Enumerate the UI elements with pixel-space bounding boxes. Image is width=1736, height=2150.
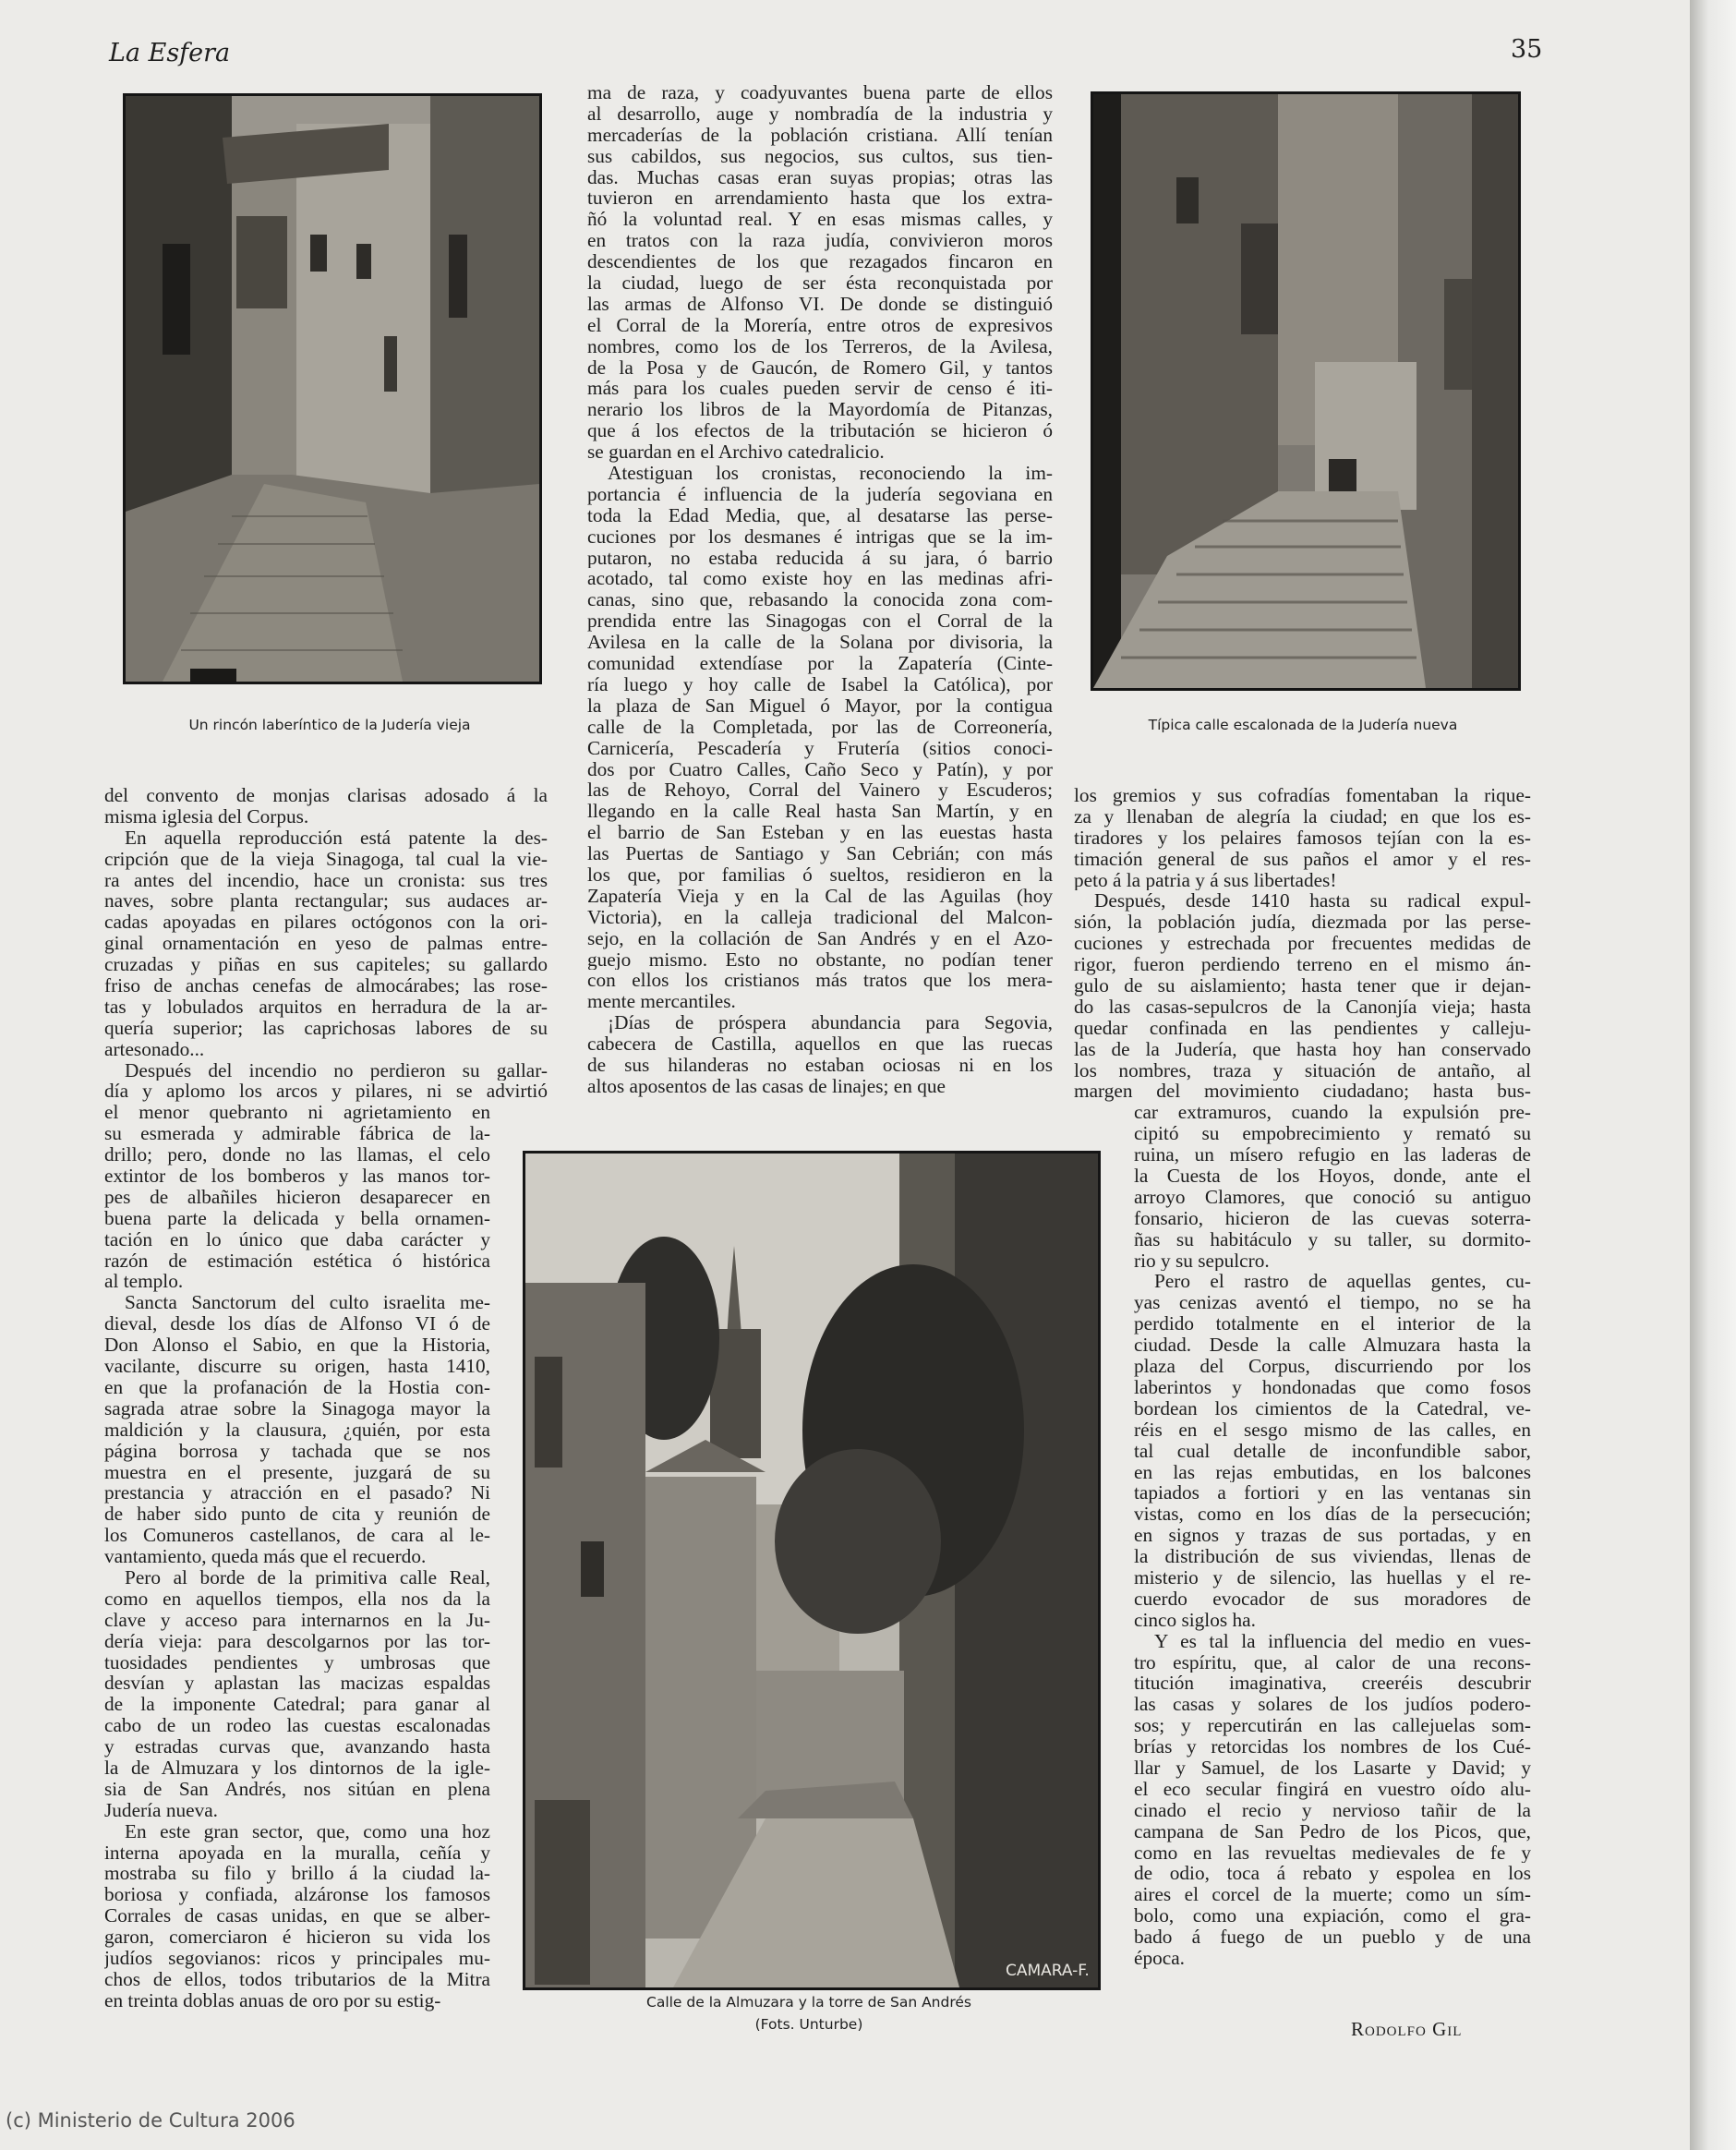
- text-line: tuvieron en arrendamiento hasta que los extra-: [587, 187, 1053, 210]
- text-line: portancia é influencia de la judería segoviana en: [587, 483, 1053, 505]
- text-line: dos por Cuatro Calles, Caño Seco y Patín), y por: [587, 758, 1053, 780]
- text-line: vantamiento, queda más que el recuerdo.: [104, 1546, 427, 1567]
- text-line: llegando en la calle Real hasta San Martín, y en: [587, 801, 1053, 823]
- text-line: la Cuesta de los Hoyos, donde, ante el: [1134, 1166, 1531, 1187]
- text-line: misterio y de silencio, las huellas y el re-: [1134, 1566, 1531, 1588]
- text-line: cadas apoyadas en pilares octógonos con la ori-: [104, 912, 548, 934]
- text-line: razón de estimación estética ó histórica: [104, 1250, 490, 1272]
- text-line: sejo, en la collación de San Andrés y en el Azo-: [587, 927, 1053, 949]
- caption-juderia-nueva: Típica calle escalonada de la Judería nueva: [1148, 717, 1458, 733]
- text-line: za y llenaban de alegría la ciudad; en que los es-: [1074, 805, 1531, 827]
- magazine-title: La Esfera: [109, 39, 231, 67]
- text-line: titución imaginativa, creeréis descubrir: [1134, 1673, 1531, 1695]
- text-line: en tratos con la raza judía, convivieron moros: [587, 230, 1053, 252]
- text-line: aires el corcel de la muerte; como un sím-: [1134, 1884, 1531, 1906]
- text-line: descendientes de los que rezagados fincaron en: [587, 251, 1053, 273]
- text-line: ra antes del incendio, hace un cronista: sus tres: [104, 869, 548, 891]
- text-line: chos de ellos, todos tributarios de la Mitra: [104, 1968, 490, 1990]
- caption-juderia-vieja: Un rincón laberíntico de la Judería vieja: [188, 717, 471, 733]
- text-line: día y aplomo los arcos y pilares, ni se advirtió: [104, 1081, 548, 1103]
- text-line: Y es tal la influencia del medio en vues-: [1154, 1630, 1531, 1652]
- text-line: Sancta Sanctorum del culto israelita me-: [125, 1292, 490, 1314]
- text-line: cuciones por los desmanes é intrigas que se la im-: [587, 525, 1053, 548]
- text-line: acotado, tal como existe hoy en las medinas afri-: [587, 568, 1053, 590]
- text-line: quedar confinada en las pendientes y calleju-: [1074, 1017, 1531, 1039]
- text-line: se guardan en el Archivo catedralicio.: [587, 441, 885, 464]
- text-line: judíos segovianos: ricos y principales mu-: [104, 1947, 490, 1969]
- text-line: margen del movimiento ciudadano; hasta bus-: [1074, 1081, 1531, 1103]
- text-line: brías y retorcidas los nombres de los Cué-: [1134, 1736, 1531, 1757]
- text-line: boriosa y confiada, alzáronse los famosos: [104, 1884, 490, 1906]
- text-line: ría luego y hoy calle de Isabel la Católica), por: [587, 673, 1053, 695]
- photo-juderia-vieja: [123, 93, 542, 684]
- column-top-middle: [587, 82, 1053, 1097]
- text-line: cruzadas y piñas en sus capiteles; su gallardo: [104, 954, 548, 976]
- page-edge: [1690, 0, 1736, 2150]
- text-line: cinado el recio y nervioso tañir de la: [1134, 1799, 1531, 1821]
- text-line: tuosidades pendientes y umbrosas que: [104, 1651, 490, 1673]
- text-line: Don Alonso el Sabio, en que la Historia,: [104, 1335, 490, 1357]
- text-line: bordean los cimientos de la Catedral, ve-: [1134, 1397, 1531, 1419]
- text-line: yas cenizas aventó el tiempo, no se ha: [1134, 1292, 1531, 1314]
- photo-juderia-nueva: [1091, 91, 1521, 691]
- text-line: vacilante, discurre su origen, hasta 1410,: [104, 1356, 490, 1377]
- text-line: bolo, como una expiación, como el gra-: [1134, 1905, 1531, 1927]
- text-line: cabo de un rodeo las cuestas escalonadas: [104, 1715, 490, 1737]
- text-line: Pero el rastro de aquellas gentes, cu-: [1154, 1271, 1531, 1293]
- text-line: Corrales de casas unidas, en que se alber-: [104, 1905, 490, 1927]
- text-line: las armas de Alfonso VI. De donde se distinguió: [587, 293, 1053, 315]
- text-line: las de la Judería, que hasta hoy han conservado: [1074, 1038, 1531, 1060]
- text-line: rio y su sepulcro.: [1134, 1250, 1270, 1272]
- text-line: las de Rehoyo, Corral del Vainero y Escuderos;: [587, 779, 1053, 802]
- text-line: mercaderías de la población cristiana. Allí tenían: [587, 124, 1053, 146]
- text-line: car extramuros, cuando la expulsión pre-: [1134, 1102, 1531, 1124]
- text-line: los gremios y sus cofradías fomentaban la rique-: [1074, 785, 1531, 806]
- text-line: ¡Días de próspera abundancia para Segovia,: [608, 1012, 1053, 1034]
- text-line: ñas su habitáculo y su taller, su dormito-: [1134, 1228, 1531, 1250]
- text-line: interna apoyada en la muralla, ceñía y: [104, 1842, 490, 1864]
- text-line: timación general de sus paños el amor y el res-: [1074, 848, 1531, 870]
- text-line: de la imponente Catedral; para ganar al: [104, 1694, 490, 1716]
- text-line: Victoria), en la calleja tradicional del Malcon-: [587, 906, 1053, 928]
- text-line: cabecera de Castilla, aquellos en que las ruecas: [587, 1033, 1053, 1055]
- text-line: del convento de monjas clarisas adosado á la: [104, 785, 548, 806]
- text-line: el eco secular fingirá en vuestro oído alu-: [1134, 1778, 1531, 1800]
- text-line: las Puertas de Santiago y San Cebrián; con más: [587, 843, 1053, 864]
- text-line: arroyo Clamores, que conoció su antiguo: [1134, 1186, 1531, 1208]
- text-line: los nombres, traza y situación de antaño, al: [1074, 1059, 1531, 1081]
- text-line: laberintos y hondonadas que como fosos: [1134, 1376, 1531, 1398]
- text-line: de haber sido punto de cita y reunión de: [104, 1504, 490, 1526]
- text-line: dería vieja: para descolgarnos por las tor-: [104, 1630, 490, 1652]
- text-line: sagrada atrae sobre la Sinagoga mayor la: [104, 1397, 490, 1419]
- text-line: Atestiguan los cronistas, reconociendo la im-: [608, 463, 1053, 484]
- text-line: artesonado...: [104, 1038, 205, 1060]
- text-line: bado á fuego de un pueblo y de una: [1134, 1927, 1531, 1948]
- text-line: maldición y la clausura, ¿quién, por esta: [104, 1419, 490, 1441]
- text-line: ñó la voluntad real. Y en esas mismas calles, y: [587, 209, 1053, 231]
- text-line: el Corral de la Morería, entre otros de expresivos: [587, 314, 1053, 336]
- text-line: extintor de los bomberos y las manos tor-: [104, 1166, 490, 1187]
- text-line: en signos y trazas de sus portadas, y en: [1134, 1525, 1531, 1547]
- text-line: vistas, como en los días de la persecución;: [1134, 1504, 1531, 1526]
- text-line: guejo mismo. Esto no obstante, no podían tener: [587, 948, 1053, 971]
- text-line: garon, comerciaron é hicieron su vida los: [104, 1927, 490, 1948]
- text-line: cuciones y estrechada por frecuentes medidas de: [1074, 933, 1531, 955]
- text-line: Después, desde 1410 hasta su radical expul-: [1094, 890, 1531, 912]
- text-line: fonsario, hicieron de las cuevas soterra-: [1134, 1207, 1531, 1229]
- text-line: desvían y aplastan las macizas espaldas: [104, 1673, 490, 1695]
- text-line: tas y lobulados arquitos en herradura de la ar-: [104, 996, 548, 1018]
- text-line: En aquella reproducción está patente la des-: [125, 827, 548, 849]
- text-line: Carnicería, Pescadería y Frutería (sitios conoci-: [587, 737, 1053, 759]
- author-signature: Rodolfo Gil: [1351, 2018, 1463, 2040]
- text-line: nombres, como los de los Terreros, de la Avilesa,: [587, 335, 1053, 357]
- text-line: los Comuneros castellanos, de cara al le-: [104, 1525, 490, 1547]
- text-line: En este gran sector, que, como una hoz: [125, 1820, 490, 1842]
- text-line: das. Muchas casas eran suyas propias; otras las: [587, 166, 1053, 188]
- text-line: friso de anchas cenefas de almocárabes; las rose-: [104, 975, 548, 996]
- text-line: en que la profanación de la Hostia con-: [104, 1376, 490, 1398]
- text-line: peto á la patria y á sus libertades!: [1074, 869, 1337, 891]
- text-line: Zapatería Vieja y en la Cal de las Aguilas (hoy: [587, 885, 1053, 907]
- text-line: sos; y repercutirán en las callejuelas som-: [1134, 1715, 1531, 1737]
- text-line: quería superior; las caprichosas labores de su: [104, 1017, 548, 1039]
- text-line: tro espíritu, que, al calor de una recons-: [1134, 1651, 1531, 1673]
- text-line: sia de San Andrés, nos sitúan en plena: [104, 1778, 490, 1800]
- text-line: altos aposentos de las casas de linajes; en que: [587, 1075, 946, 1097]
- text-line: buena parte la delicada y bella ornamen-: [104, 1207, 490, 1229]
- text-line: tiradores y los pelaires famosos tejían con la es-: [1074, 827, 1531, 849]
- text-line: cinco siglos ha.: [1134, 1609, 1256, 1631]
- text-line: clave y acceso para internarnos en la Ju-: [104, 1609, 490, 1631]
- text-line: putaron, no estaba reducida á su jara, ó barrio: [587, 547, 1053, 569]
- text-line: calle de la Completada, por las de Correonería,: [587, 716, 1053, 738]
- text-line: comunidad extendíase por la Zapatería (Cinte-: [587, 653, 1053, 674]
- text-line: que á los efectos de la tributación se hicieron ó: [587, 420, 1053, 442]
- text-line: do las casas-sepulcros de la Canonjía vieja; hasta: [1074, 996, 1531, 1018]
- text-line: campana de San Pedro de los Picos, que,: [1134, 1820, 1531, 1842]
- text-line: mente mercantiles.: [587, 991, 736, 1013]
- text-line: el barrio de San Esteban y en las euestas hasta: [587, 822, 1053, 844]
- text-line: pes de albañiles hicieron desaparecer en: [104, 1186, 490, 1208]
- text-line: con ellos los cristianos más tratos que los mera-: [587, 970, 1053, 992]
- text-line: réis en el sesgo mismo de las calles, en: [1134, 1419, 1531, 1441]
- text-line: prendida entre las Sinagogas con el Corral de la: [587, 610, 1053, 633]
- text-line: dieval, desde los días de Alfonso VI ó de: [104, 1313, 490, 1335]
- column-right: [1074, 785, 1531, 1969]
- photo-almuzara: [523, 1151, 1101, 1990]
- text-line: tal cual detalle de inconfundible sabor,: [1134, 1440, 1531, 1462]
- text-line: Avilesa en la calle de la Solana por divisoria, la: [587, 632, 1053, 654]
- text-line: las casas y solares de los judíos podero-: [1134, 1694, 1531, 1716]
- text-line: nerario los libros de la Mayordomía de Pitanzas,: [587, 399, 1053, 421]
- text-line: drillo; pero, donde no las llamas, el celo: [104, 1144, 490, 1166]
- caption-almuzara: Calle de la Almuzara y la torre de San Andrés: [646, 1994, 971, 2011]
- text-line: tapiados a fortiori y en las ventanas sin: [1134, 1482, 1531, 1504]
- text-line: más para los cuales pueden servir de censo é iti-: [587, 378, 1053, 400]
- photo-signature: CAMARA-F.: [1006, 1962, 1090, 1980]
- text-line: en treinta doblas anuas de oro por su estig-: [104, 1989, 441, 2011]
- text-line: cipitó su empobrecimiento y remató su: [1134, 1123, 1531, 1145]
- text-line: en las rejas embutidas, en los balcones: [1134, 1461, 1531, 1483]
- text-line: de la Posa y de Gaucón, de Romero Gil, y tantos: [587, 356, 1053, 379]
- text-line: y estradas curvas que, avanzando hasta: [104, 1736, 490, 1757]
- text-line: plaza del Corpus, discurriendo por los: [1134, 1356, 1531, 1377]
- text-line: al templo.: [104, 1271, 184, 1293]
- text-line: muestra en el presente, juzgará de su: [104, 1461, 490, 1483]
- text-line: cripción que de la vieja Sinagoga, tal cual la vie-: [104, 848, 548, 870]
- column-left: [104, 785, 548, 2011]
- text-line: los que, por familias ó sueltos, residieron en la: [587, 864, 1053, 886]
- text-line: mostraba su filo y brillo á la ciudad la-: [104, 1863, 490, 1885]
- text-line: de sus hilanderas no estaban ociosas ni en los: [587, 1054, 1053, 1076]
- caption-photo-credit: (Fots. Unturbe): [754, 2016, 863, 2033]
- text-line: página borrosa y tachada que se nos: [104, 1440, 490, 1462]
- text-line: de odio, toca á rebato y espolea en los: [1134, 1863, 1531, 1885]
- text-line: gulo de su aislamiento; hasta tener que ir dejan-: [1074, 975, 1531, 996]
- text-line: ginal ornamentación en yeso de palmas entre-: [104, 933, 548, 955]
- text-line: ma de raza, y coadyuvantes buena parte de ellos: [587, 82, 1053, 103]
- text-line: perdido totalmente en el interior de la: [1134, 1313, 1531, 1335]
- text-line: la distribución de sus viviendas, llenas de: [1134, 1546, 1531, 1567]
- text-line: rigor, fueron perdiendo terreno en el mismo án-: [1074, 954, 1531, 976]
- text-line: como en las revueltas medievales de fe y: [1134, 1842, 1531, 1864]
- text-line: llar y Samuel, de los Lasarte y David; y: [1134, 1757, 1531, 1779]
- text-line: el menor quebranto ni agrietamiento en: [104, 1102, 490, 1124]
- text-line: sus cabildos, sus negocios, sus cultos, sus tien-: [587, 145, 1053, 167]
- text-line: la ciudad, luego de ser ésta reconquistada por: [587, 272, 1053, 294]
- text-line: su esmerada y admirable fábrica de la-: [104, 1123, 490, 1145]
- text-line: la plaza de San Miguel ó Mayor, por la contigua: [587, 695, 1053, 717]
- text-line: Judería nueva.: [104, 1799, 218, 1821]
- text-line: Pero al borde de la primitiva calle Real,: [125, 1566, 490, 1588]
- text-line: la de Almuzara y los dintornos de la igle-: [104, 1757, 490, 1779]
- text-line: ciudad. Desde la calle Almuzara hasta la: [1134, 1335, 1531, 1357]
- copyright-notice: (c) Ministerio de Cultura 2006: [6, 2109, 295, 2132]
- text-line: como en aquellos tiempos, ella nos da la: [104, 1588, 490, 1610]
- text-line: época.: [1134, 1947, 1185, 1969]
- text-line: canas, sino que, rebasando la conocida zona com-: [587, 589, 1053, 611]
- text-line: naves, sobre planta rectangular; sus audaces ar-: [104, 890, 548, 912]
- text-line: al desarrollo, auge y nombradía de la industria y: [587, 103, 1053, 125]
- text-line: Después del incendio no perdieron su gallar-: [125, 1059, 548, 1081]
- text-line: ruina, un mísero refugio en las laderas de: [1134, 1144, 1531, 1166]
- text-line: toda la Edad Media, que, al desatarse las perse-: [587, 504, 1053, 526]
- text-line: misma iglesia del Corpus.: [104, 805, 309, 827]
- page-number: 35: [1511, 35, 1543, 64]
- text-line: sión, la población judía, diezmada por las perse-: [1074, 912, 1531, 934]
- text-line: cuerdo evocador de sus moradores de: [1134, 1588, 1531, 1610]
- text-line: tación en lo único que daba carácter y: [104, 1228, 490, 1250]
- text-line: prestancia y atracción en el pasado? Ni: [104, 1482, 490, 1504]
